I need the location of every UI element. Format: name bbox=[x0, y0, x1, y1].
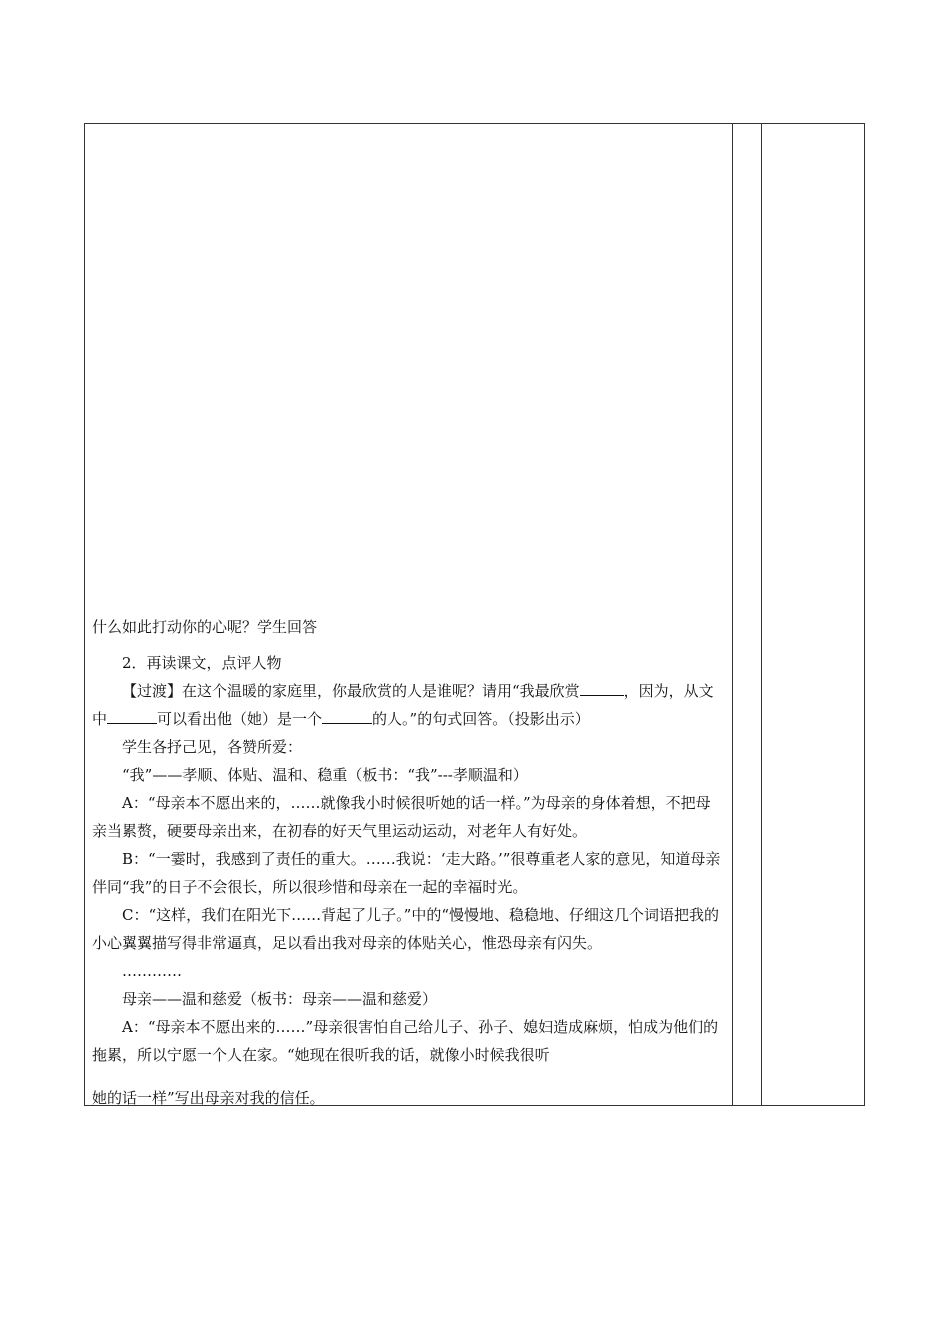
column-divider-2 bbox=[761, 123, 762, 1106]
text-line: “我”——孝顺、体贴、温和、稳重（板书：“我”---孝顺温和） bbox=[122, 766, 528, 784]
transition-paragraph: 【过渡】在这个温暖的家庭里，你最欣赏的人是谁呢？请用“我最欣赏 ，因为，从文中 可以看出他（她）是一个 的人。”的句式回答。（投影出示） bbox=[92, 677, 724, 733]
analysis-paragraph: C：“这样，我们在阳光下……背起了儿子。”中的“慢慢地、稳稳地、仔细这几个词语把我的小心翼翼描写得非常逼真，足以看出我对母亲的体贴关心，惟恐母亲有闪失。 bbox=[92, 906, 719, 952]
section-heading: 2．再读课文，点评人物 bbox=[122, 654, 282, 672]
text-line: 母亲——温和慈爱（板书：母亲——温和慈爱） bbox=[122, 990, 438, 1008]
fill-blank bbox=[580, 677, 624, 696]
text-line: 学生各抒己见，各赞所爱： bbox=[122, 738, 303, 756]
analysis-paragraph: B：“一霎时，我感到了责任的重大。……我说：‘走大路。’”很尊重老人家的意见，知道母亲伴同“我”的日子不会很长，所以很珍惜和母亲在一起的幸福时光。 bbox=[92, 850, 721, 896]
fill-blank bbox=[107, 705, 157, 724]
lesson-content bbox=[92, 613, 724, 1069]
fill-blank bbox=[322, 705, 372, 724]
text-line: 什么如此打动你的心呢？学生回答 bbox=[92, 618, 318, 636]
analysis-paragraph: A：“母亲本不愿出来的……”母亲很害怕自己给儿子、孙子、媳妇造成麻烦，怕成为他们的拖累，所以宁愿一个人在家。“她现在很听我的话，就像小时候我很听 bbox=[92, 1018, 719, 1064]
column-divider-1 bbox=[732, 123, 733, 1106]
ellipsis-line: ………… bbox=[122, 962, 182, 980]
overflow-line: 她的话一样”写出母亲对我的信任。 bbox=[92, 1089, 325, 1107]
analysis-paragraph: A：“母亲本不愿出来的，……就像我小时候很听她的话一样。”为母亲的身体着想，不把母亲当累赘，硬要母亲出来，在初春的好天气里运动运动，对老年人有好处。 bbox=[92, 794, 711, 840]
